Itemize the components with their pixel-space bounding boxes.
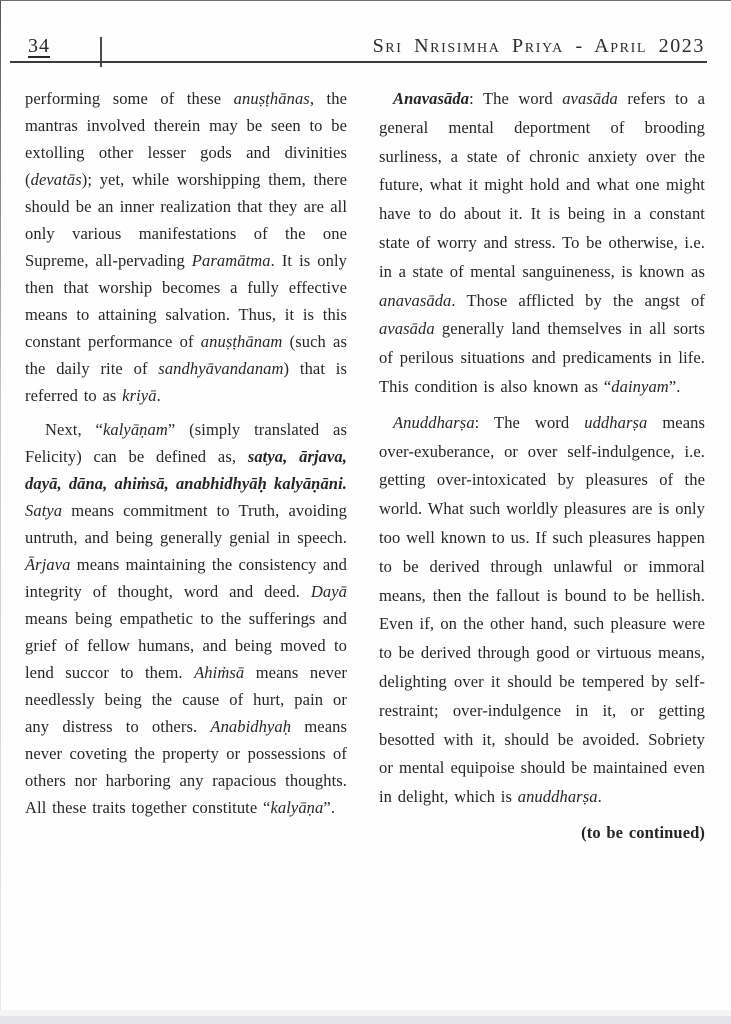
paragraph: Anuddharṣa: The word uddharṣa means over-exuberance, or over self-indulgence, i.e. getting over-intoxicated by pleasures of the world. What such worldly pleasures are is only too well known to us. If such pleasures happen to be derived through unlawful or immoral means, then the fallout is bound to be hellish. Even if, on the other hand, such pleasure were to be derived through good or virtuous means, delighting over it should be tempered by self-restraint; over-indulgence in it, or getting besotted with it, should be avoided. Sobriety or mental equipoise should be maintained even in delight, which is anuddharṣa.	[379, 412, 705, 807]
page-body	[25, 85, 705, 964]
right-column	[379, 85, 705, 964]
header-title: Sri Nrisimha Priya - April 2023	[372, 35, 705, 57]
paragraph: Next, “kalyāṇam” (simply translated as Felicity) can be defined as, satya, ārjava, dayā, dāna, ahiṁsā, anabhidhyāḥ kalyāṇāni. Satya means commitment to Truth, avoiding untruth, and being generally genial in speech. Ārjava means maintaining the consistency and integrity of thought, word and deed. Dayā means being empathetic to the sufferings and grief of fellow humans, and being moved to lend succor to them. Ahiṁsā means never needlessly being the cause of hurt, pain or any distress to others. Anabidhyaḥ means never coveting the property or possessions of others nor harboring any rapacious thoughts. All these traits together constitute “kalyāṇa”.	[25, 420, 348, 817]
page-header	[25, 35, 705, 61]
page-bottom-edge	[0, 1016, 731, 1024]
left-column	[25, 85, 347, 964]
paragraph: Anavasāda: The word avasāda refers to a general mental deportment of brooding surliness, a state of chronic anxiety over the future, what it might hold and what one might have to do about it. It is being in a constant state of worry and stress. To be otherwise, i.e. in a state of mental sanguineness, is known as anavasāda. Those afflicted by the angst of avasāda generally land themselves in all sorts of perilous situations and predicaments in life. This condition is also known as “dainyam”.	[379, 89, 705, 396]
column-gap	[347, 85, 379, 964]
page-left-edge	[0, 1, 1, 1024]
paragraph: performing some of these anuṣṭhānas, the mantras involved therein may be seen to be extolling other lesser gods and divinities (devatās); yet, while worshipping them, there should be an inner realization that they are all only various manifestations of the one Supreme, all-pervading Paramātma. It is only then that worship becomes a fully effective means to attaining salvation. Thus, it is this constant performance of anuṣṭhānam (such as the daily rite of sandhyāvandanam) that is referred to as kriyā.	[25, 89, 347, 405]
header-rule	[10, 61, 707, 63]
page-number: 34	[28, 35, 50, 57]
to-be-continued: (to be continued)	[581, 822, 705, 842]
